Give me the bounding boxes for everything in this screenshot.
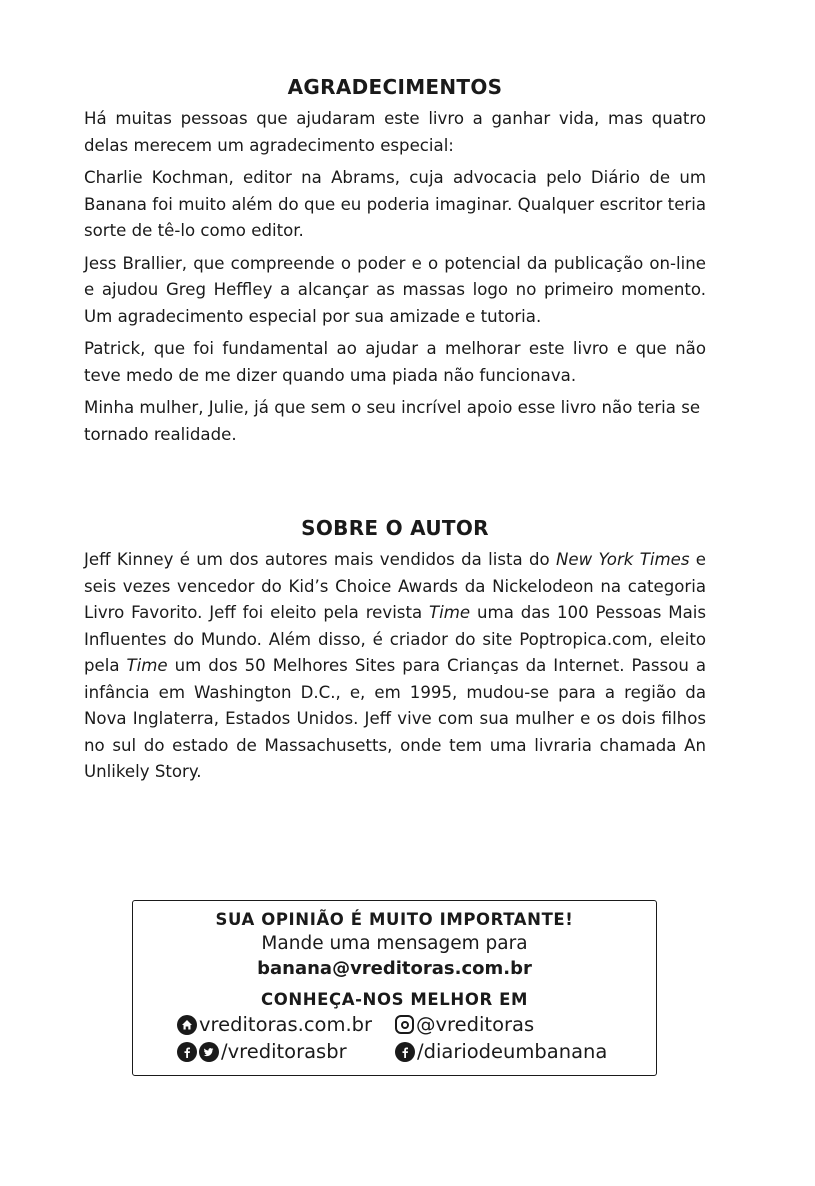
about-author-section: [84, 515, 706, 792]
author-text: um dos 50 Melhores Sites para Crianças da Internet. Passou a infância em Washington D.C., e, em 1995, mudou-se para a região da Nova Inglaterra, Estados Unidos. Jeff vive com sua mulher e os dois filhos no sul do estado de Massachusetts, onde tem uma livraria chamada An Unlikely Story.: [84, 656, 707, 781]
acknowledgements-section: [84, 74, 706, 454]
author-text-italic: Time: [429, 603, 471, 622]
acknowledgements-paragraph: Patrick, que foi fundamental ao ajudar a melhorar este livro e que não teve medo de me dizer quando uma piada não funcionava.: [84, 339, 706, 385]
instagram-text: @vreditoras: [416, 1013, 535, 1036]
contact-message: Mande uma mensagem para: [261, 933, 528, 954]
acknowledgements-paragraph: Minha mulher, Julie, já que sem o seu incrível apoio esse livro não teria se tornado realidade.: [84, 398, 701, 444]
social-row: [133, 1011, 656, 1038]
instagram-link[interactable]: [395, 1011, 534, 1038]
acknowledgements-title: AGRADECIMENTOS: [287, 75, 503, 99]
social-heading: CONHEÇA-NOS MELHOR EM: [261, 990, 528, 1009]
facebook-book-text: /diariodeumbanana: [417, 1040, 608, 1063]
about-author-paragraph: [84, 547, 706, 786]
author-text: Jeff Kinney é um dos autores mais vendidos da lista do: [84, 550, 556, 569]
facebook-twitter-link[interactable]: [177, 1038, 395, 1065]
home-icon: [177, 1015, 197, 1035]
acknowledgements-paragraph: Há muitas pessoas que ajudaram este livro a ganhar vida, mas quatro delas merecem um agradecimento especial:: [84, 109, 706, 155]
facebook-twitter-text: /vreditorasbr: [221, 1040, 347, 1063]
contact-heading: SUA OPINIÃO É MUITO IMPORTANTE!: [215, 910, 574, 929]
author-text-italic: Time: [126, 656, 168, 675]
about-author-title: SOBRE O AUTOR: [301, 516, 489, 540]
facebook-book-link[interactable]: [395, 1038, 607, 1065]
author-text-italic: New York Times: [555, 550, 690, 569]
author-text: uma das 100 Pessoas Mais Influentes do Mundo. Além disso, é criador do site Poptropica.com, eleito pela: [84, 603, 706, 675]
acknowledgements-paragraph: Jess Brallier, que compreende o poder e o potencial da publicação on-line e ajudou Greg Heffley a alcançar as massas logo no primeiro momento. Um agradecimento especial por sua amizade e tutoria.: [84, 253, 706, 326]
facebook-icon: [395, 1042, 415, 1062]
contact-box: [132, 900, 657, 1076]
author-text: e seis vezes vencedor do Kid’s Choice Awards da Nickelodeon na categoria Livro Favorito. Jeff foi eleito pela revista: [84, 550, 707, 622]
facebook-icon: [177, 1042, 197, 1062]
contact-email-link[interactable]: banana@vreditoras.com.br: [257, 958, 532, 979]
twitter-icon: [199, 1042, 219, 1062]
acknowledgements-paragraph: Charlie Kochman, editor na Abrams, cuja advocacia pelo Diário de um Banana foi muito além do que eu poderia imaginar. Qualquer escritor teria sorte de tê-lo como editor.: [84, 168, 706, 240]
website-link[interactable]: [177, 1011, 395, 1038]
website-text: vreditoras.com.br: [199, 1013, 373, 1036]
social-row: [133, 1038, 656, 1065]
instagram-icon: [395, 1015, 414, 1034]
